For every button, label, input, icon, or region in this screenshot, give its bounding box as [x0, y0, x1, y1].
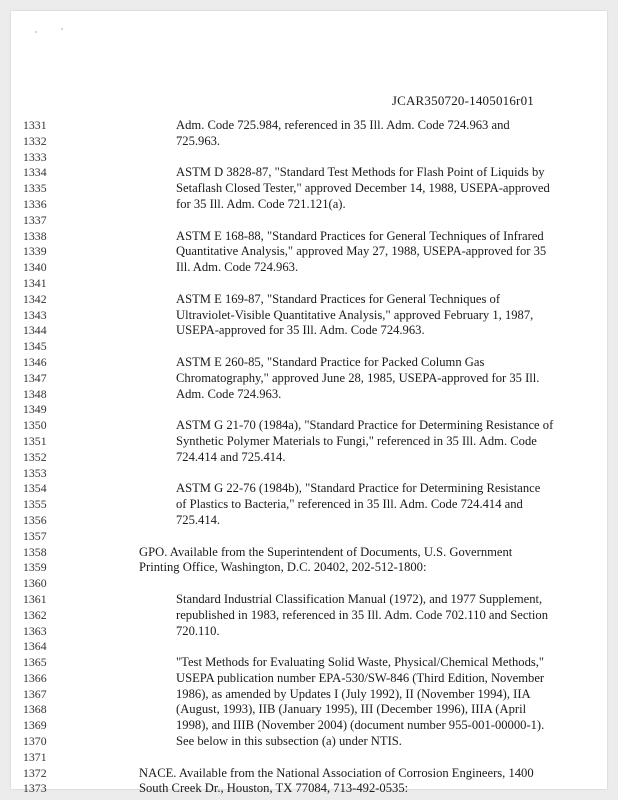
line-number: 1336: [23, 196, 47, 211]
document-line: [11, 560, 607, 576]
line-number: 1345: [23, 339, 47, 354]
line-number: 1364: [23, 639, 47, 654]
document-line: [11, 624, 607, 640]
document-line: [11, 466, 607, 482]
document-line: [11, 292, 607, 308]
line-number: 1340: [23, 260, 47, 275]
line-number: 1332: [23, 133, 47, 148]
line-text: republished in 1983, referenced in 35 Ill. Adm. Code 702.110 and Section: [176, 607, 549, 622]
line-number: 1343: [23, 307, 47, 322]
line-text: (August, 1993), IIB (January 1995), III (December 1996), IIIA (April: [176, 702, 527, 717]
line-text: 725.414.: [176, 512, 221, 527]
line-number: 1335: [23, 181, 47, 196]
line-number: 1360: [23, 576, 47, 591]
scan-speck: [35, 31, 37, 33]
line-text: South Creek Dr., Houston, TX 77084, 713-492-0535:: [139, 781, 409, 796]
document-line: [11, 576, 607, 592]
line-number: 1373: [23, 781, 47, 796]
line-number: 1349: [23, 402, 47, 417]
line-number: 1331: [23, 118, 47, 132]
document-line: [11, 434, 607, 450]
line-text: Adm. Code 725.984, referenced in 35 Ill. Adm. Code 724.963 and: [176, 118, 510, 132]
line-text: See below in this subsection (a) under NTIS.: [176, 734, 402, 749]
document-line: [11, 134, 607, 150]
scan-speck: [61, 28, 63, 30]
line-text: Standard Industrial Classification Manual (1972), and 1977 Supplement,: [176, 591, 543, 606]
document-line: [11, 655, 607, 671]
line-number: 1367: [23, 686, 47, 701]
document-line: [11, 244, 607, 260]
document-line: [11, 229, 607, 245]
line-text: 725.963.: [176, 133, 221, 148]
line-number: 1341: [23, 275, 47, 290]
line-number: 1351: [23, 433, 47, 448]
document-line: [11, 718, 607, 734]
line-number: 1363: [23, 623, 47, 638]
line-number: 1344: [23, 323, 47, 338]
line-text: USEPA-approved for 35 Ill. Adm. Code 724.963.: [176, 323, 425, 338]
line-number: 1372: [23, 765, 47, 780]
line-text: 1998), and IIIB (November 2004) (document number 955-001-00000-1).: [176, 718, 545, 733]
line-text: Ultraviolet-Visible Quantitative Analysis," approved February 1, 1987,: [176, 307, 534, 322]
line-text: 1986), as amended by Updates I (July 1992), II (November 1994), IIA: [176, 686, 531, 701]
line-number: 1358: [23, 544, 47, 559]
line-number: 1337: [23, 212, 47, 227]
document-line: [11, 450, 607, 466]
line-number: 1346: [23, 354, 47, 369]
line-text: Ill. Adm. Code 724.963.: [176, 260, 299, 275]
line-number: 1365: [23, 655, 47, 670]
document-line: [11, 702, 607, 718]
document-line: [11, 418, 607, 434]
document-line: [11, 371, 607, 387]
document-line: [11, 545, 607, 561]
line-number: 1369: [23, 718, 47, 733]
line-number: 1334: [23, 165, 47, 180]
document-line: [11, 766, 607, 782]
line-number: 1333: [23, 149, 47, 164]
line-text: of Plastics to Bacteria," referenced in 35 Ill. Adm. Code 724.414 and: [176, 497, 523, 512]
document-page: [11, 11, 607, 796]
document-line: [11, 118, 607, 134]
document-line: [11, 592, 607, 608]
document-body: [11, 118, 607, 797]
document-line: [11, 750, 607, 766]
line-text: Synthetic Polymer Materials to Fungi," referenced in 35 Ill. Adm. Code: [176, 433, 537, 448]
line-text: GPO. Available from the Superintendent of Documents, U.S. Government: [139, 544, 513, 559]
line-number: 1353: [23, 465, 47, 480]
line-text: NACE. Available from the National Association of Corrosion Engineers, 1400: [139, 765, 534, 780]
line-number: 1362: [23, 607, 47, 622]
line-number: 1350: [23, 418, 47, 433]
document-line: [11, 734, 607, 750]
line-number: 1371: [23, 749, 47, 764]
document-line: [11, 671, 607, 687]
line-number: 1368: [23, 702, 47, 717]
line-number: 1342: [23, 291, 47, 306]
document-line: [11, 481, 607, 497]
line-number: 1339: [23, 244, 47, 259]
line-number: 1347: [23, 370, 47, 385]
document-line: [11, 150, 607, 166]
line-number: 1352: [23, 449, 47, 464]
line-text: Adm. Code 724.963.: [176, 386, 282, 401]
document-id: JCAR350720-1405016r01: [391, 93, 534, 108]
document-line: [11, 608, 607, 624]
document-line: [11, 529, 607, 545]
line-number: 1366: [23, 670, 47, 685]
line-text: ASTM G 21-70 (1984a), "Standard Practice for Determining Resistance of: [176, 418, 554, 433]
document-line: [11, 260, 607, 276]
line-text: 724.414 and 725.414.: [176, 449, 286, 464]
document-line: [11, 276, 607, 292]
document-line: [11, 197, 607, 213]
document-line: [11, 639, 607, 655]
line-number: 1370: [23, 734, 47, 749]
line-number: 1356: [23, 512, 47, 527]
document-line: [11, 339, 607, 355]
line-text: USEPA publication number EPA-530/SW-846 (Third Edition, November: [176, 670, 545, 685]
line-text: ASTM E 169-87, "Standard Practices for General Techniques of: [176, 291, 501, 306]
line-text: Quantitative Analysis," approved May 27, 1988, USEPA-approved for 35: [176, 244, 547, 259]
document-line: [11, 308, 607, 324]
line-text: ASTM E 168-88, "Standard Practices for General Techniques of Infrared: [176, 228, 544, 243]
document-line: [11, 181, 607, 197]
line-number: 1361: [23, 591, 47, 606]
line-text: Printing Office, Washington, D.C. 20402, 202-512-1800:: [139, 560, 427, 575]
document-line: [11, 781, 607, 797]
document-line: [11, 355, 607, 371]
document-line: [11, 687, 607, 703]
document-line: [11, 213, 607, 229]
line-text: ASTM D 3828-87, "Standard Test Methods for Flash Point of Liquids by: [176, 165, 545, 180]
line-number: 1359: [23, 560, 47, 575]
line-number: 1348: [23, 386, 47, 401]
document-line: [11, 513, 607, 529]
document-line: [11, 497, 607, 513]
line-text: Setaflash Closed Tester," approved December 14, 1988, USEPA-approved: [176, 181, 550, 196]
line-text: "Test Methods for Evaluating Solid Waste, Physical/Chemical Methods,": [176, 655, 545, 670]
line-text: ASTM E 260-85, "Standard Practice for Packed Column Gas: [176, 354, 485, 369]
line-number: 1354: [23, 481, 47, 496]
document-line: [11, 387, 607, 403]
line-text: Chromatography," approved June 28, 1985, USEPA-approved for 35 Ill.: [176, 370, 540, 385]
line-number: 1357: [23, 528, 47, 543]
line-number: 1338: [23, 228, 47, 243]
line-text: for 35 Ill. Adm. Code 721.121(a).: [176, 196, 346, 211]
document-line: [11, 165, 607, 181]
document-line: [11, 402, 607, 418]
document-line: [11, 323, 607, 339]
line-text: ASTM G 22-76 (1984b), "Standard Practice for Determining Resistance: [176, 481, 541, 496]
line-number: 1355: [23, 497, 47, 512]
line-text: 720.110.: [176, 623, 220, 638]
